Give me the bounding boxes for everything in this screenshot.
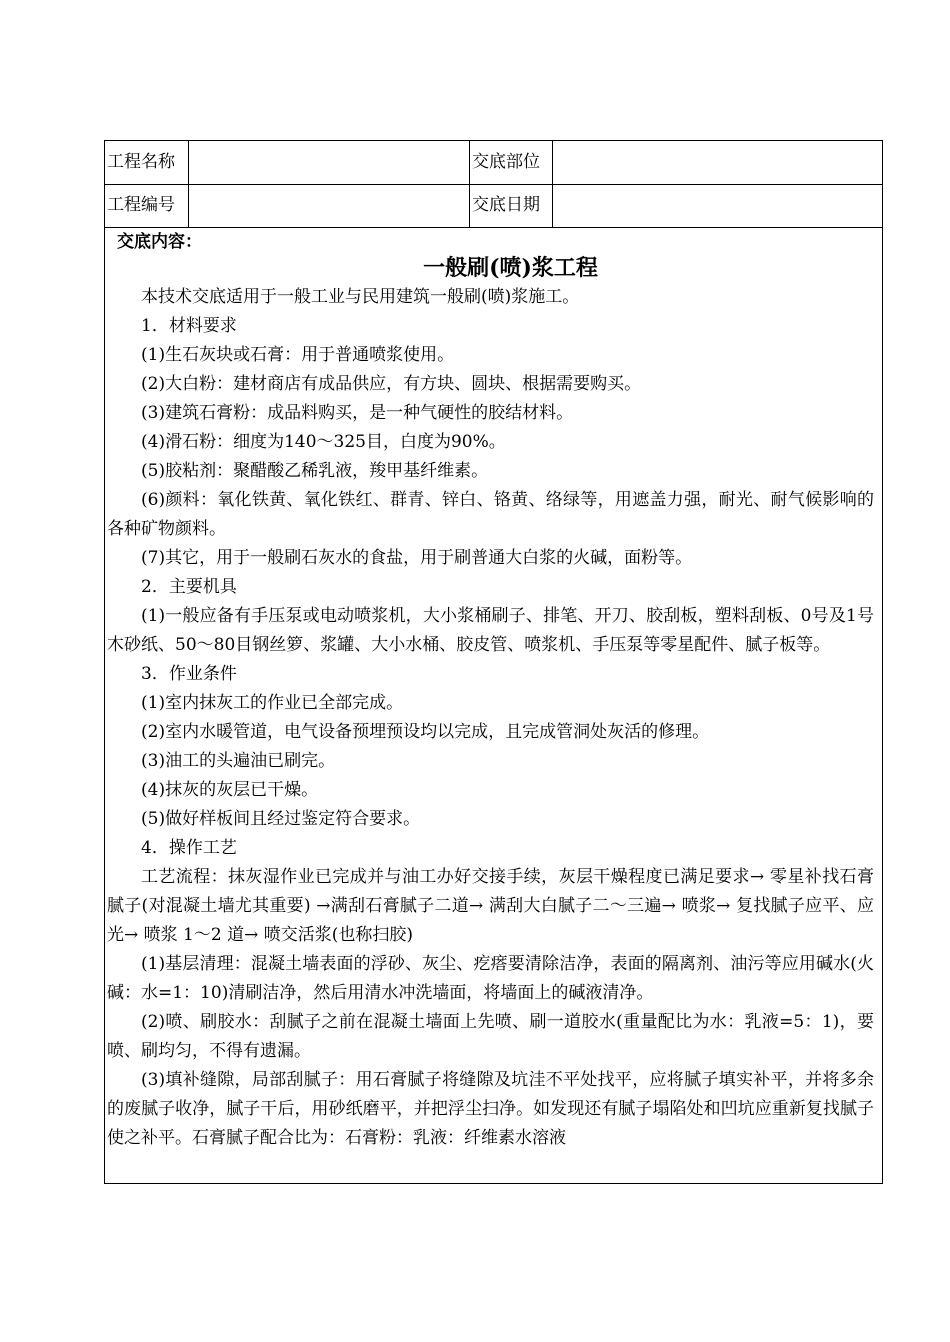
- content-paragraph: (3)油工的头遍油已刷完。: [141, 751, 336, 771]
- content-paragraph: 本技术交底适用于一般工业与民用建筑一般刷(喷)浆施工。: [141, 287, 580, 307]
- project-name-field: [189, 141, 470, 184]
- header-row-2: [105, 184, 882, 228]
- handover-date-label: 交底日期: [470, 184, 553, 227]
- project-number-label: 工程编号: [105, 184, 189, 227]
- handover-date-field: [553, 184, 882, 227]
- content-paragraph: (2)大白粉：建材商店有成品供应，有方块、圆块、根据需要购买。: [141, 374, 642, 394]
- project-number-field: [189, 184, 470, 227]
- handover-content: [105, 227, 882, 1183]
- content-paragraph: (1)基层清理：混凝土墙表面的浮砂、灰尘、疙瘩要清除洁净，表面的隔离剂、油污等应用碱水(火碱：水=1：10)清刷洁净，然后用清水冲洗墙面，将墙面上的碱液清净。: [107, 954, 874, 1003]
- content-paragraph: 4．操作工艺: [141, 838, 237, 858]
- handover-part-field: [553, 141, 882, 184]
- project-name-label: 工程名称: [105, 141, 189, 184]
- content-paragraph: 3．作业条件: [141, 664, 237, 684]
- handover-form: [104, 140, 883, 1184]
- document-title: 一般刷(喷)浆工程: [423, 255, 598, 281]
- content-paragraph: (3)填补缝隙，局部刮腻子：用石膏腻子将缝隙及坑洼不平处找平，应将腻子填实补平，并将多余的废腻子收净，腻子干后，用砂纸磨平，并把浮尘扫净。如发现还有腻子塌陷处和凹坑应重新复找腻子使之补平。石膏腻子配合比为：石膏粉：乳液：纤维素水溶液: [107, 1070, 874, 1148]
- content-paragraph: (3)建筑石膏粉：成品料购买，是一种气硬性的胶结材料。: [141, 403, 574, 423]
- content-paragraph: (7)其它，用于一般刷石灰水的食盐，用于刷普通大白浆的火碱，面粉等。: [141, 548, 693, 568]
- content-paragraph: (1)生石灰块或石膏：用于普通喷浆使用。: [141, 345, 455, 365]
- content-body: [107, 283, 874, 1153]
- content-paragraph: 工艺流程：抹灰湿作业已完成并与油工办好交接手续，灰层干燥程度已满足要求→ 零星补找石膏腻子(对混凝土墙尤其重要) →满刮石膏腻子二道→ 满刮大白腻子二～三遍→ 喷浆→ 复找腻子应平、应光→ 喷浆 1～2 道→ 喷交活浆(也称扫胶): [107, 867, 874, 945]
- content-paragraph: (2)喷、刷胶水：刮腻子之前在混凝土墙面上先喷、刷一道胶水(重量配比为水：乳液=5：1)，要喷、刷均匀，不得有遗漏。: [107, 1012, 874, 1061]
- content-paragraph: 1．材料要求: [141, 316, 237, 336]
- content-paragraph: (1)一般应备有手压泵或电动喷浆机，大小浆桶刷子、排笔、开刀、胶刮板，塑料刮板、0号及1号木砂纸、50～80目钢丝箩、浆罐、大小水桶、胶皮管、喷浆机、手压泵等零星配件、腻子板等。: [107, 606, 874, 655]
- content-paragraph: (2)室内水暖管道，电气设备预埋预设均以完成，且完成管洞处灰活的修理。: [141, 722, 710, 742]
- content-paragraph: (5)胶粘剂：聚醋酸乙稀乳液，羧甲基纤维素。: [141, 461, 489, 481]
- content-paragraph: (1)室内抹灰工的作业已全部完成。: [141, 693, 404, 713]
- content-label: 交底内容：: [117, 232, 202, 252]
- header-row-1: [105, 141, 882, 185]
- content-paragraph: (5)做好样板间且经过鉴定符合要求。: [141, 809, 421, 829]
- content-paragraph: (4)抹灰的灰层已干燥。: [141, 780, 319, 800]
- content-paragraph: (6)颜料：氧化铁黄、氧化铁红、群青、锌白、铬黄、络绿等，用遮盖力强，耐光、耐气候影响的各种矿物颜料。: [107, 490, 874, 539]
- content-paragraph: 2．主要机具: [141, 577, 237, 597]
- content-paragraph: (4)滑石粉：细度为140～325目，白度为90%。: [141, 432, 506, 452]
- handover-part-label: 交底部位: [470, 141, 553, 184]
